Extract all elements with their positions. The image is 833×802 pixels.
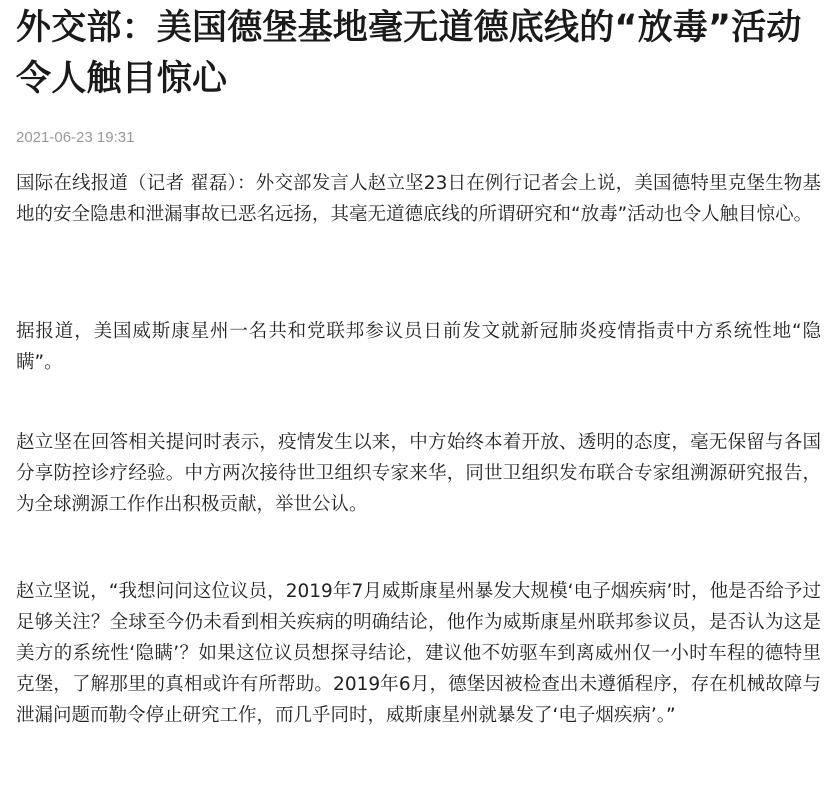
article (16, 0, 821, 726)
article-paragraph: 据报道，美国威斯康星州一名共和党联邦参议员日前发文就新冠肺炎疫情指责中方系统性地“隐瞒”。 (16, 321, 821, 373)
article-paragraph: 赵立坚在回答相关提问时表示，疫情发生以来，中方始终本着开放、透明的态度，毫无保留与各国分享防控诊疗经验。中方两次接待世卫组织专家来华，同世卫组织发布联合专家组溯源研究报告，为全球溯源工作作出积极贡献，举世公认。 (16, 432, 821, 515)
publish-date: 2021-06-23 19:31 (16, 129, 135, 146)
article-paragraph: 赵立坚说，“我想问问这位议员，2019年7月威斯康星州暴发大规模‘电子烟疾病’时，他是否给予过足够关注？全球至今仍未看到相关疾病的明确结论，他作为威斯康星州联邦参议员，是否认为这是美方的系统性‘隐瞒’？如果这位议员想探寻结论，建议他不妨驱车到离威州仅一小时车程的德特里克堡，了解那里的真相或许有所帮助。2019年6月，德堡因被检查出未遵循程序，存在机械故障与泄漏问题而勒令停止研究工作，而几乎同时，威斯康星州就暴发了‘电子烟疾病’。” (16, 581, 821, 726)
article-title: 外交部：美国德堡基地毫无道德底线的“放毒”活动令人触目惊心 (16, 8, 802, 99)
article-paragraph: 国际在线报道（记者 翟磊）：外交部发言人赵立坚23日在例行记者会上说，美国德特里克堡生物基地的安全隐患和泄漏事故已恶名远扬，其毫无道德底线的所谓研究和“放毒”活动也令人触目惊心。 (16, 173, 821, 225)
